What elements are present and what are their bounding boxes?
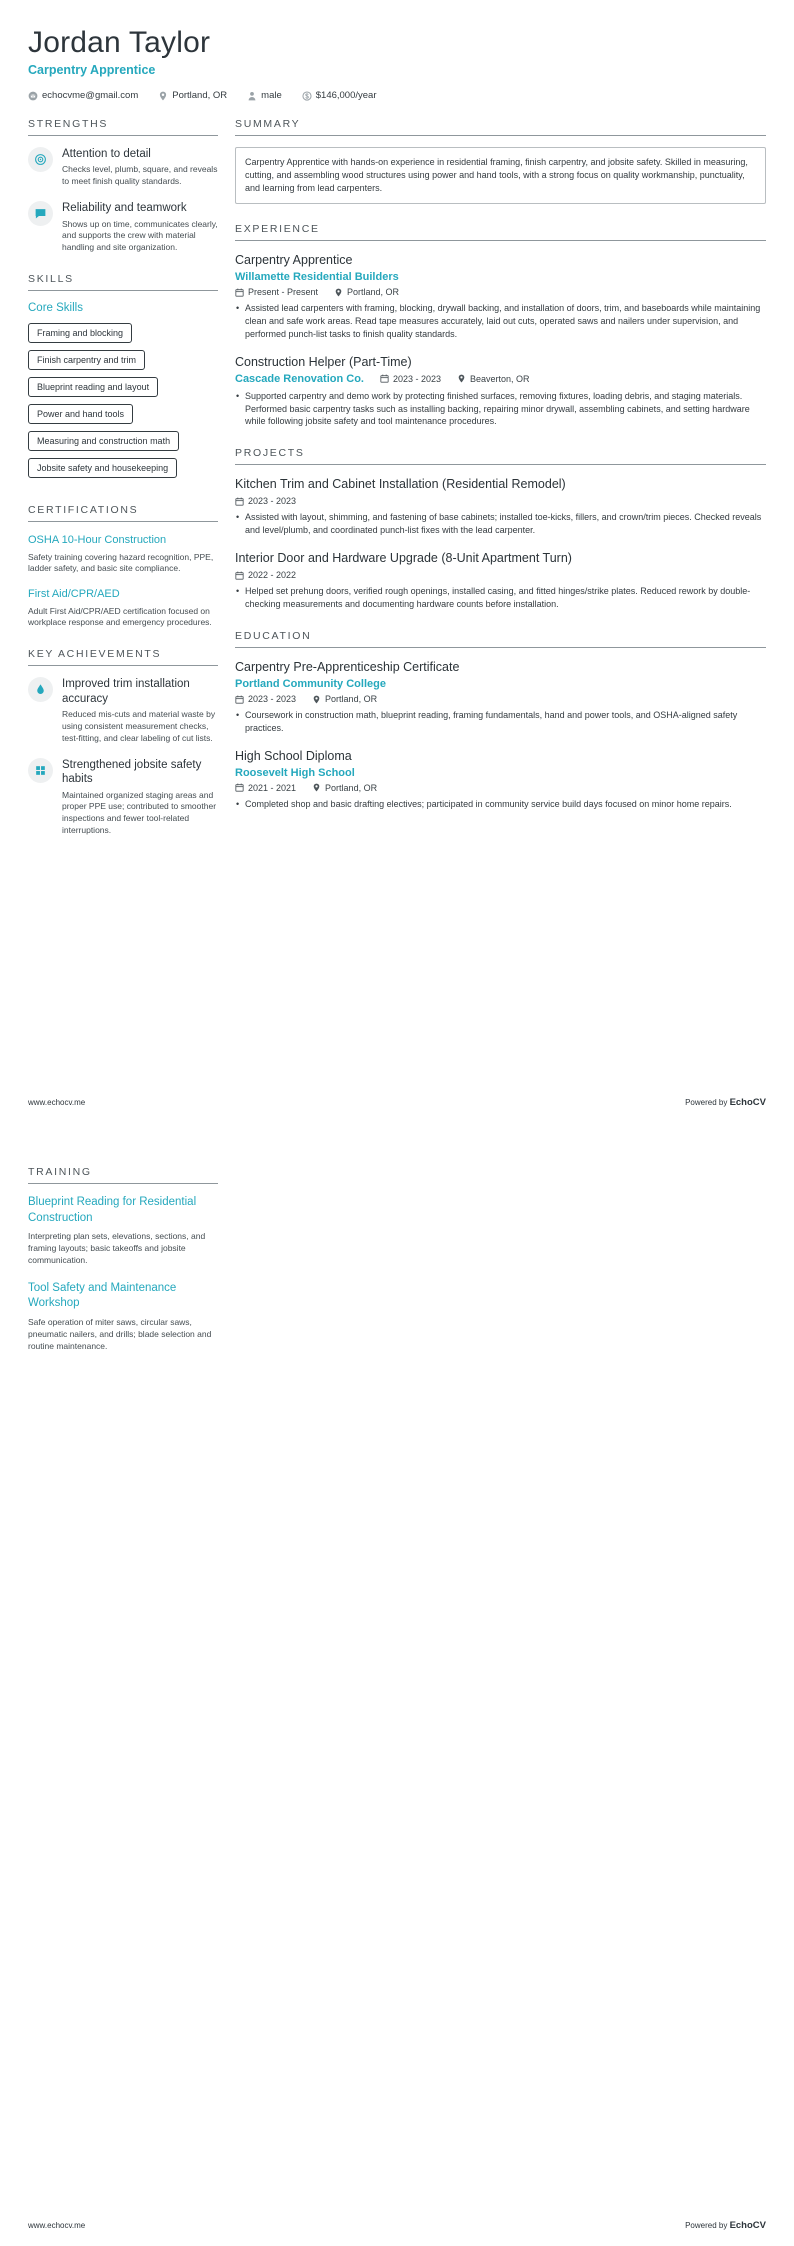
project-entry [235, 476, 766, 537]
job-bullets [235, 302, 766, 340]
project-title: Interior Door and Hardware Upgrade (8-Unit Apartment Turn) [235, 551, 572, 566]
strength-title: Attention to detail [62, 148, 151, 160]
skills-heading: SKILLS [28, 273, 218, 291]
contact-location-text: Portland, OR [172, 90, 228, 101]
project-dates [235, 570, 296, 580]
project-entry [235, 550, 766, 611]
skill-tag: Power and hand tools [28, 404, 133, 424]
project-dates [235, 496, 296, 506]
strength-desc: Checks level, plumb, square, and reveals to meet finish quality standards. [62, 164, 218, 187]
school-name: Portland Community College [235, 678, 386, 691]
resume-page-2 [0, 1123, 794, 2246]
education-bullets [235, 798, 766, 811]
project-meta [235, 496, 766, 506]
resume-header [28, 26, 766, 101]
training-section [28, 1166, 218, 1352]
calendar-icon [235, 288, 244, 297]
skill-tag: Blueprint reading and layout [28, 377, 158, 397]
contact-row [28, 90, 766, 101]
contact-gender-text: male [261, 90, 282, 101]
powered-by-text: Powered by [685, 2221, 730, 2230]
achievement-item [28, 677, 218, 744]
experience-heading: EXPERIENCE [235, 223, 766, 241]
achievement-item [28, 758, 218, 837]
certification-title: OSHA 10-Hour Construction [28, 534, 167, 547]
education-bullet: • Completed shop and basic drafting electives; participated in community service build days focused on minor home repairs. [235, 798, 766, 811]
education-dates-text: 2023 - 2023 [248, 694, 297, 705]
training-desc: Interpreting plan sets, elevations, sections, and framing layouts; basic takeoffs and jobsite communication. [28, 1231, 206, 1265]
job-location-text: Portland, OR [347, 287, 400, 298]
calendar-icon [235, 571, 244, 580]
project-bullet: • Helped set prehung doors, verified rough openings, installed casing, and fitted hinges/strike plates. Reduced rework by double-checking measurements and documenting hardware counts before installation. [235, 585, 766, 611]
education-section [235, 630, 766, 811]
powered-by [685, 1097, 766, 1108]
salary-icon [302, 91, 312, 101]
target-icon [28, 147, 53, 172]
education-location [312, 783, 377, 793]
certification-title: First Aid/CPR/AED [28, 588, 120, 601]
powered-by [685, 2220, 766, 2231]
summary-heading: SUMMARY [235, 118, 766, 136]
job-title: Carpentry Apprentice [235, 253, 353, 268]
brand-name: EchoCV [729, 1097, 766, 1108]
achievement-desc: Reduced mis-cuts and material waste by using consistent measurement checks, test-fitting, and clear labeling of cut lists. [62, 709, 216, 743]
education-meta [235, 694, 766, 704]
skill-tag: Framing and blocking [28, 323, 132, 343]
project-dates-text: 2022 - 2022 [248, 570, 297, 581]
certification-item [28, 587, 218, 629]
contact-email-text: echocvme@gmail.com [42, 90, 139, 101]
job-company: Cascade Renovation Co. [235, 372, 364, 385]
education-dates-text: 2021 - 2021 [248, 782, 297, 793]
strength-title: Reliability and teamwork [62, 202, 187, 215]
summary-text: Carpentry Apprentice with hands-on experience in residential framing, finish carpentry, and jobsite safety. Skilled in measuring, cutting, and assembling wood structures using power and hand tools, with a strong focus on quality workmanship, punctuality, and learning from lead carpenters. [235, 147, 766, 204]
contact-salary-text: $146,000/year [315, 90, 377, 101]
right-column [235, 118, 766, 856]
education-bullet: • Coursework in construction math, blueprint reading, framing fundamentals, hand and power tools, and OSHA-aligned safety practices. [235, 709, 766, 735]
certification-desc: Safety training covering hazard recognition, PPE, ladder safety, and basic site compliance. [28, 551, 214, 574]
job-location [457, 374, 530, 384]
achievements-section [28, 648, 218, 837]
contact-email[interactable] [28, 90, 138, 101]
footer-site-link[interactable]: www.echocv.me [28, 2221, 86, 2230]
degree-title: Carpentry Pre-Apprenticeship Certificate [235, 659, 460, 674]
education-dates [235, 783, 296, 793]
project-meta [235, 570, 766, 580]
education-location-text: Portland, OR [325, 694, 378, 705]
training-item [28, 1281, 218, 1353]
achievement-title: Improved trim installation accuracy [62, 678, 190, 705]
training-title: Blueprint Reading for Residential Construction [28, 1196, 197, 1224]
skills-section [28, 273, 218, 485]
contact-salary [302, 90, 377, 101]
right-column [235, 1166, 766, 1371]
calendar-icon [235, 497, 244, 506]
education-location-text: Portland, OR [325, 782, 378, 793]
projects-heading: PROJECTS [235, 447, 766, 465]
job-dates [380, 374, 441, 384]
job-location-text: Beaverton, OR [470, 373, 530, 384]
contact-gender [247, 90, 282, 101]
calendar-icon [235, 783, 244, 792]
job-bullet: • Supported carpentry and demo work by protecting finished surfaces, removing fixtures, loading debris, and staging materials. Performed basic carpentry tasks such as installing backing, repairing minor drywall, assembling cabinets, and setting hardware while following jobsite safety and tool maintenance procedures. [235, 390, 766, 428]
page-footer [28, 2220, 766, 2231]
education-meta [235, 783, 766, 793]
location-pin-icon [334, 288, 343, 297]
skill-tag: Finish carpentry and trim [28, 350, 145, 370]
strength-desc: Shows up on time, communicates clearly, and supports the crew with material handling and site organization. [62, 218, 218, 253]
left-column [28, 118, 218, 856]
job-dates-text: Present - Present [248, 287, 319, 298]
powered-by-text: Powered by [685, 1098, 730, 1107]
strengths-heading: STRENGTHS [28, 118, 218, 136]
job-meta [235, 373, 766, 385]
person-title: Carpentry Apprentice [28, 63, 156, 77]
skill-tag-list [28, 323, 218, 485]
degree-title: High School Diploma [235, 748, 352, 763]
strength-item [28, 147, 218, 188]
education-entry [235, 659, 766, 735]
education-bullets [235, 709, 766, 735]
project-bullet: • Assisted with layout, shimming, and fastening of base cabinets; installed toe-kicks, fillers, and crown/trim pieces. Checked reveals and level/plumb, and coordinated punch-list fixes with the lead carpenter. [235, 511, 766, 537]
person-name: Jordan Taylor [28, 26, 211, 59]
training-heading: TRAINING [28, 1166, 218, 1184]
certification-item [28, 533, 218, 575]
job-dates [235, 287, 318, 297]
location-icon [158, 91, 168, 101]
job-company: Willamette Residential Builders [235, 271, 399, 284]
projects-section [235, 447, 766, 611]
project-dates-text: 2023 - 2023 [248, 496, 297, 507]
training-desc: Safe operation of miter saws, circular saws, pneumatic nailers, and drills; blade selection and routine maintenance. [28, 1316, 212, 1351]
page-footer [28, 1097, 766, 1108]
skill-tag: Jobsite safety and housekeeping [28, 458, 177, 478]
location-pin-icon [312, 695, 321, 704]
job-location [334, 287, 399, 297]
education-location [312, 694, 377, 704]
calendar-icon [235, 695, 244, 704]
footer-site-link[interactable]: www.echocv.me [28, 1098, 86, 1107]
job-title: Construction Helper (Part-Time) [235, 354, 412, 369]
training-item [28, 1195, 218, 1267]
contact-location [158, 90, 227, 101]
job-bullets [235, 390, 766, 428]
education-entry [235, 748, 766, 811]
education-dates [235, 694, 296, 704]
left-column [28, 1166, 218, 1371]
project-bullets [235, 585, 766, 611]
achievement-desc: Maintained organized staging areas and proper PPE use; contributed to smoother inspections and fewer tool-related interruptions. [62, 789, 217, 836]
skill-group-title: Core Skills [28, 302, 83, 315]
certifications-heading: CERTIFICATIONS [28, 504, 218, 522]
job-dates-text: 2023 - 2023 [392, 373, 442, 384]
experience-section [235, 223, 766, 428]
summary-section [235, 118, 766, 204]
project-bullets [235, 511, 766, 537]
achievements-heading: KEY ACHIEVEMENTS [28, 648, 218, 666]
grid-icon [28, 758, 53, 783]
location-pin-icon [312, 783, 321, 792]
job-bullet: • Assisted lead carpenters with framing, blocking, drywall backing, and installation of doors, trim, and baseboards while maintaining clean and safe work areas. Read tape measures accurately, laid out cuts, operated saws and nailers under supervision, and performed punch-list tasks to finish quality standards. [235, 302, 766, 340]
strength-item [28, 201, 218, 254]
training-title: Tool Safety and Maintenance Workshop [28, 1281, 177, 1310]
school-name: Roosevelt High School [235, 766, 355, 779]
chat-icon [28, 201, 53, 226]
skill-tag: Measuring and construction math [28, 431, 179, 451]
gender-icon [247, 91, 257, 101]
certifications-section [28, 504, 218, 629]
experience-entry [235, 252, 766, 341]
education-heading: EDUCATION [235, 630, 766, 648]
droplet-icon [28, 677, 53, 702]
strengths-section [28, 118, 218, 254]
location-pin-icon [457, 374, 466, 383]
job-meta [235, 287, 766, 297]
certification-desc: Adult First Aid/CPR/AED certification focused on workplace response and emergency procedures. [28, 605, 212, 628]
experience-entry [235, 354, 766, 429]
project-title: Kitchen Trim and Cabinet Installation (Residential Remodel) [235, 477, 566, 492]
achievement-title: Strengthened jobsite safety habits [62, 758, 202, 786]
email-icon [28, 91, 38, 101]
brand-name: EchoCV [729, 2220, 766, 2231]
calendar-icon [380, 374, 389, 383]
